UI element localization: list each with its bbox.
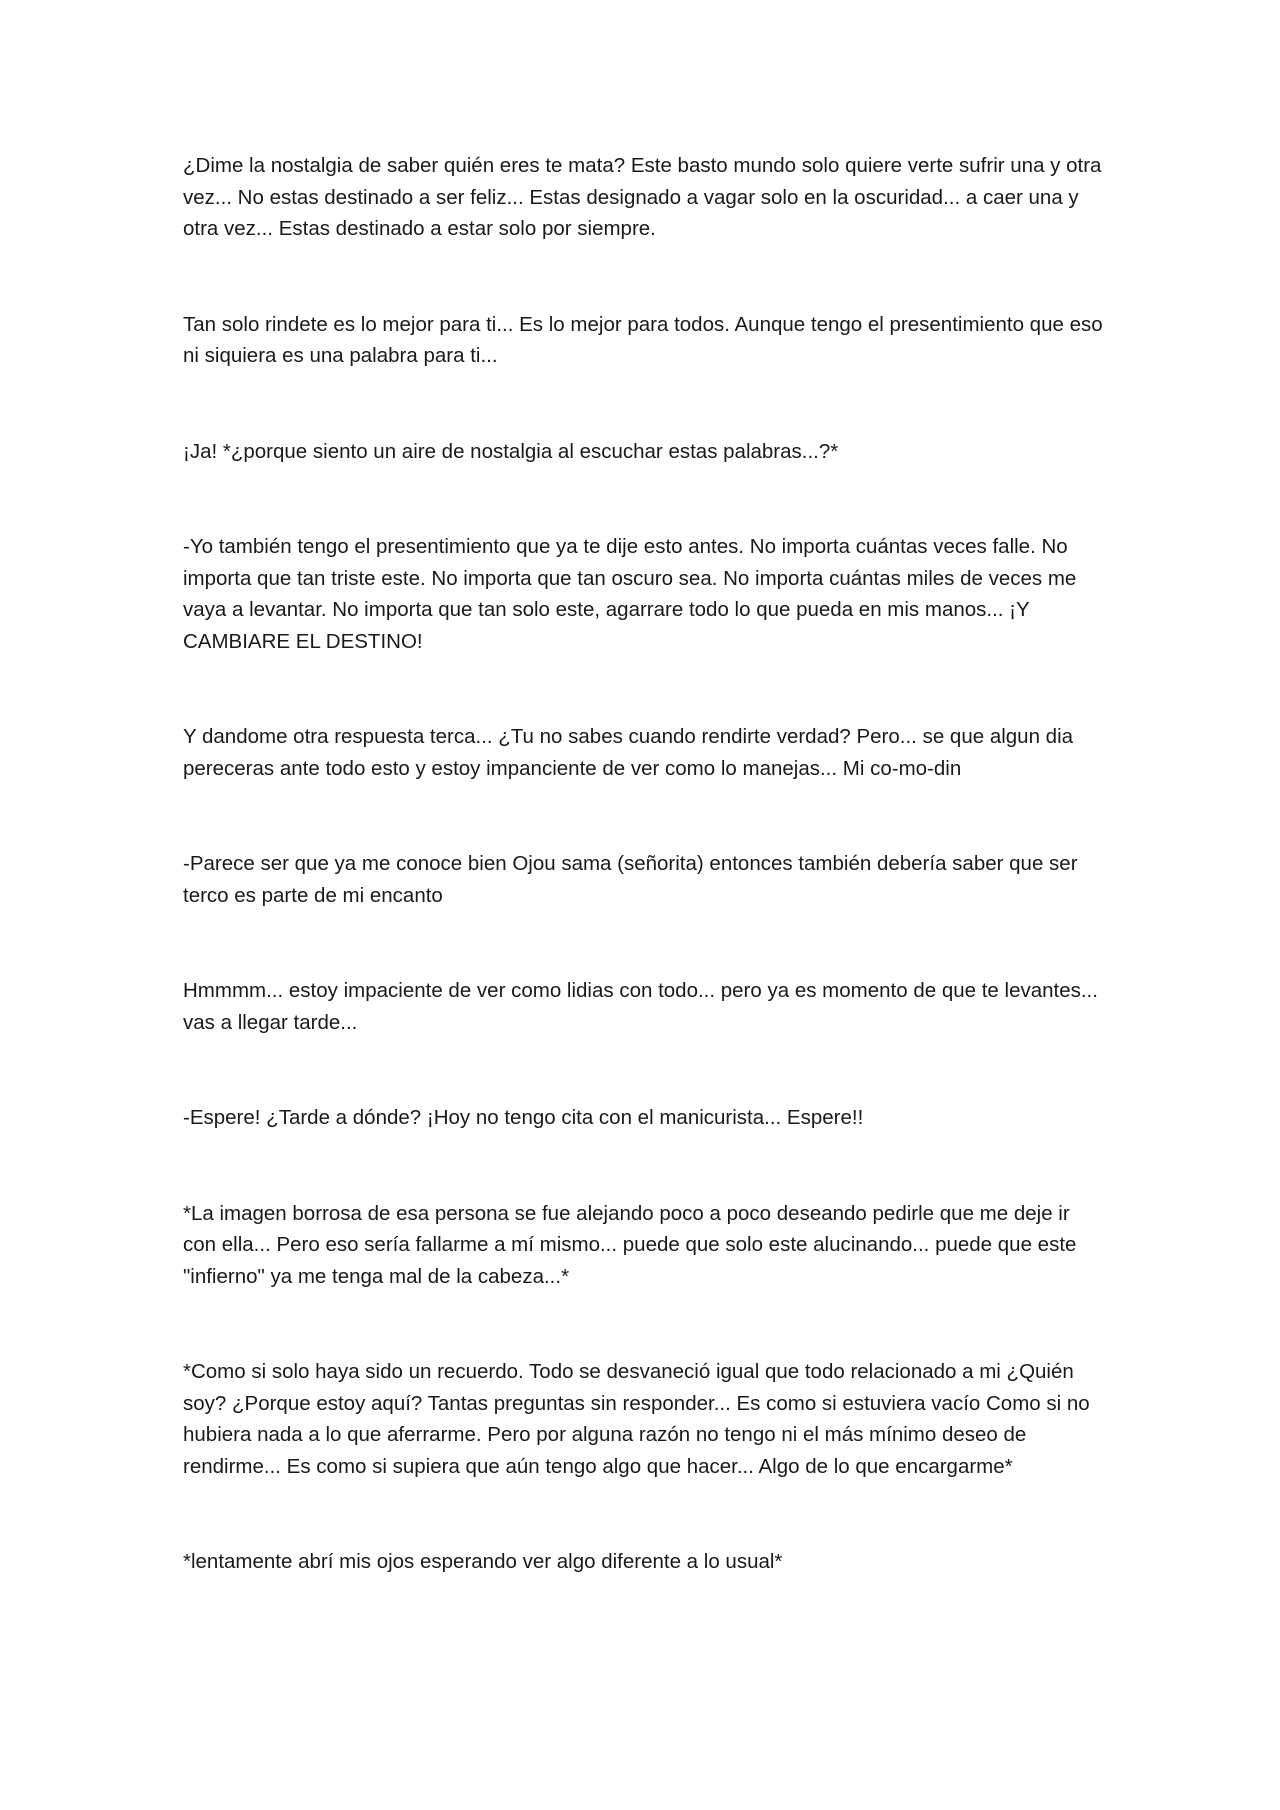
paragraph-7: Hmmmm... estoy impaciente de ver como lidias con todo... pero ya es momento de que te levantes... vas a llegar tarde... xyxy=(183,979,1098,1034)
paragraph-8: -Espere! ¿Tarde a dónde? ¡Hoy no tengo cita con el manicurista... Espere!! xyxy=(183,1106,864,1129)
paragraph-9: *La imagen borrosa de esa persona se fue alejando poco a poco deseando pedirle que me deje ir con ella... Pero eso sería fallarme a mí mismo... puede que solo este alucinando... puede que este "infierno" ya me tenga mal de la cabeza...* xyxy=(183,1201,1077,1288)
paragraph-6: -Parece ser que ya me conoce bien Ojou sama (señorita) entonces también debería saber que ser terco es parte de mi encanto xyxy=(183,852,1078,907)
paragraph-4: -Yo también tengo el presentimiento que ya te dije esto antes. No importa cuántas veces falle. No importa que tan triste este. No importa que tan oscuro sea. No importa cuántas miles de veces me vaya a levantar. No importa que tan solo este, agarrare todo lo que pueda en mis manos... ¡Y CAMBIARE EL DESTINO! xyxy=(183,535,1077,653)
paragraph-3: ¡Ja! *¿porque siento un aire de nostalgia al escuchar estas palabras...?* xyxy=(183,439,839,463)
paragraph-10: *Como si solo haya sido un recuerdo. Todo se desvaneció igual que todo relacionado a mi ¿Quién soy? ¿Porque estoy aquí? Tantas preguntas sin responder... Es como si estuviera vacío Como si no hubiera nada a lo que aferrarme. Pero por alguna razón no tengo ni el más mínimo deseo de rendirme... Es como si supiera que aún tengo algo que hacer... Algo de lo que encargarme* xyxy=(183,1360,1090,1478)
document-body xyxy=(183,150,1103,1578)
paragraph-1: ¿Dime la nostalgia de saber quién eres te mata? Este basto mundo solo quiere verte sufrir una y otra vez... No estas destinado a ser feliz... Estas designado a vagar solo en la oscuridad... a caer una y otra vez... Estas destinado a estar solo por siempre. xyxy=(183,154,1102,240)
paragraph-2: Tan solo rindete es lo mejor para ti... Es lo mejor para todos. Aunque tengo el presentimiento que eso ni siquiera es una palabra para ti... xyxy=(183,312,1103,367)
paragraph-5: Y dandome otra respuesta terca... ¿Tu no sabes cuando rendirte verdad? Pero... se que algun dia pereceras ante todo esto y estoy impanciente de ver como lo manejas... Mi co-mo-din xyxy=(183,725,1074,780)
paragraph-11: *lentamente abrí mis ojos esperando ver algo diferente a lo usual* xyxy=(183,1550,783,1573)
